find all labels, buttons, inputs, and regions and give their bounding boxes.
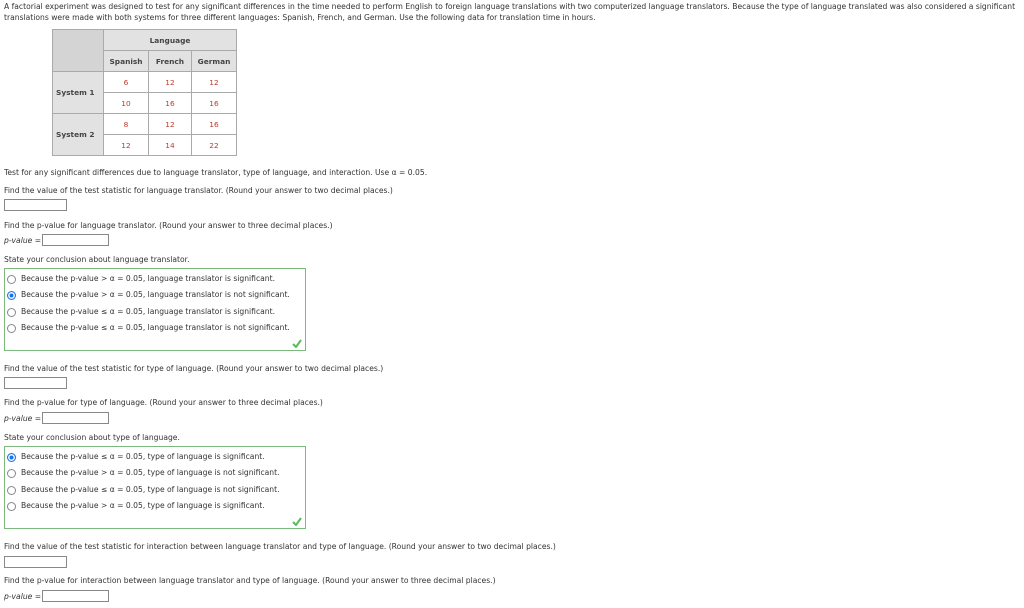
question-interaction-statistic: Find the value of the test statistic for interaction between language translator and type of language. (Round your answer to two decimal places.): [4, 542, 556, 551]
row-label-system-1: System 1: [53, 72, 104, 114]
table-corner: [53, 30, 104, 72]
language-pvalue-row: [4, 414, 41, 426]
table-cell: 12: [192, 72, 237, 93]
translator-statistic-input[interactable]: [4, 199, 67, 211]
radio-button[interactable]: [7, 308, 16, 317]
table-cell: 16: [192, 93, 237, 114]
column-header-spanish: Spanish: [104, 51, 149, 72]
option-label: Because the p-value > α = 0.05, type of language is significant.: [21, 501, 265, 510]
question-translator-conclusion: State your conclusion about language translator.: [4, 255, 190, 264]
option-label: Because the p-value > α = 0.05, type of language is not significant.: [21, 468, 280, 477]
problem-intro: [4, 2, 1022, 23]
column-header-french: French: [149, 51, 192, 72]
correct-check-icon: [292, 517, 302, 526]
instructions: Test for any significant differences due to language translator, type of language, and interaction. Use α = 0.05.: [4, 168, 428, 177]
question-language-conclusion: State your conclusion about type of language.: [4, 433, 180, 442]
language-conclusion-options: [4, 446, 306, 529]
data-table: [52, 29, 237, 156]
table-cell: 16: [192, 114, 237, 135]
question-language-statistic: Find the value of the test statistic for type of language. (Round your answer to two decimal places.): [4, 364, 384, 373]
correct-check-icon: [292, 339, 302, 348]
radio-button[interactable]: [7, 275, 16, 284]
table-cell: 6: [104, 72, 149, 93]
language-pvalue-input[interactable]: [42, 412, 109, 424]
radio-button-selected[interactable]: [7, 453, 16, 462]
column-header-german: German: [192, 51, 237, 72]
question-translator-statistic: Find the value of the test statistic for language translator. (Round your answer to two decimal places.): [4, 186, 393, 195]
radio-button[interactable]: [7, 486, 16, 495]
table-cell: 12: [149, 72, 192, 93]
option-label: Because the p-value > α = 0.05, language translator is significant.: [21, 274, 275, 283]
intro-line-1: A factorial experiment was designed to test for any significant differences in the time needed to perform English to foreign language translations with two computerized language translators. Because the type of language translated was also considered a significant: [4, 2, 1016, 11]
interaction-pvalue-row: [4, 592, 41, 604]
radio-button[interactable]: [7, 469, 16, 478]
option-label: Because the p-value ≤ α = 0.05, language translator is not significant.: [21, 323, 290, 332]
interaction-statistic-input[interactable]: [4, 556, 67, 568]
table-cell: 12: [104, 135, 149, 156]
pvalue-label: p-value =: [4, 414, 42, 423]
radio-button[interactable]: [7, 324, 16, 333]
pvalue-label: p-value =: [4, 236, 42, 245]
translator-pvalue-row: [4, 236, 41, 248]
question-interaction-pvalue: Find the p-value for interaction between language translator and type of language. (Round your answer to three decimal places.): [4, 576, 496, 585]
option-label: Because the p-value ≤ α = 0.05, type of language is significant.: [21, 452, 265, 461]
language-statistic-input[interactable]: [4, 377, 67, 389]
table-cell: 12: [149, 114, 192, 135]
table-cell: 16: [149, 93, 192, 114]
translator-conclusion-options: [4, 268, 306, 351]
interaction-pvalue-input[interactable]: [42, 590, 109, 602]
pvalue-label: p-value =: [4, 592, 42, 601]
radio-button-selected[interactable]: [7, 291, 16, 300]
language-header: Language: [104, 30, 237, 51]
option-label: Because the p-value > α = 0.05, language translator is not significant.: [21, 290, 290, 299]
row-label-system-2: System 2: [53, 114, 104, 156]
question-translator-pvalue: Find the p-value for language translator. (Round your answer to three decimal places.): [4, 221, 333, 230]
table-cell: 22: [192, 135, 237, 156]
translator-pvalue-input[interactable]: [42, 234, 109, 246]
option-label: Because the p-value ≤ α = 0.05, type of language is not significant.: [21, 485, 280, 494]
question-language-pvalue: Find the p-value for type of language. (Round your answer to three decimal places.): [4, 398, 323, 407]
table-cell: 14: [149, 135, 192, 156]
table-cell: 8: [104, 114, 149, 135]
radio-button[interactable]: [7, 502, 16, 511]
table-cell: 10: [104, 93, 149, 114]
option-label: Because the p-value ≤ α = 0.05, language translator is significant.: [21, 307, 275, 316]
intro-line-2: translations were made with both systems for three different languages: Spanish, French, and German. Use the following data for translation time in hours.: [4, 12, 596, 22]
